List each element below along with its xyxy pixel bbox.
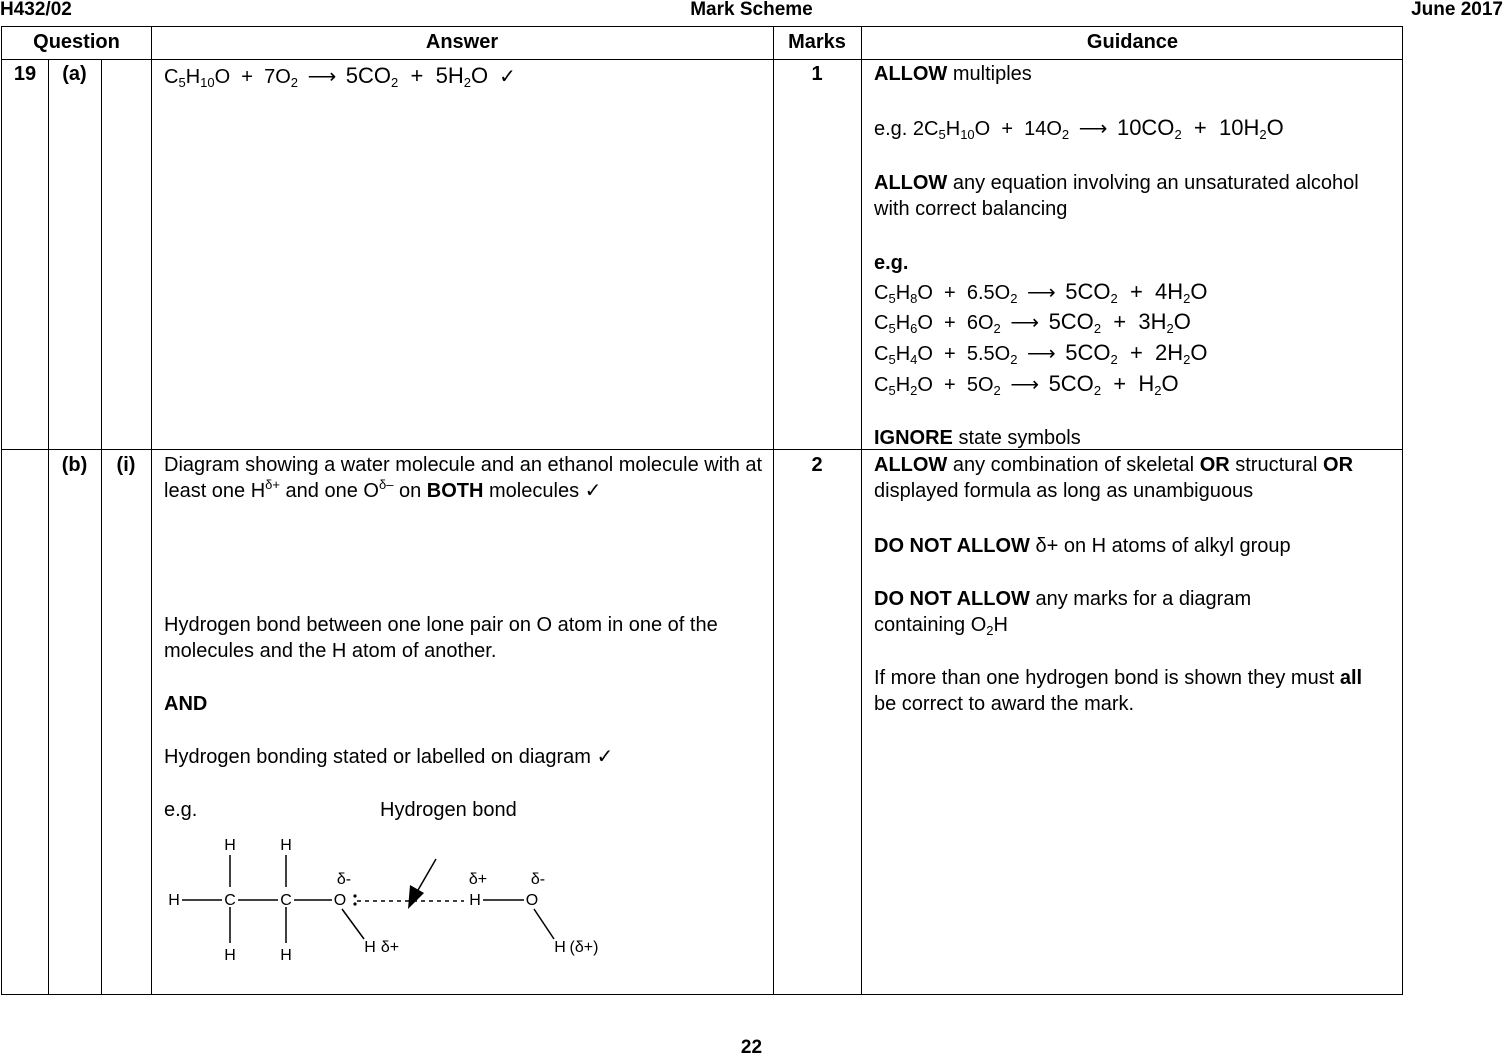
divider xyxy=(773,27,774,994)
hydrogen-bond-diagram xyxy=(152,827,652,987)
svg-text:H: H xyxy=(554,939,566,956)
guidance-allow-unsaturated: ALLOW any equation involving an unsaturated alcohol with correct balancing xyxy=(874,172,1359,220)
svg-text:O: O xyxy=(525,892,539,909)
divider xyxy=(2,59,1402,60)
question-part: (a) xyxy=(62,63,87,85)
answer-equation: $C_5H_{10}O + 7O_2$ ⟶ $5CO_2 + 5H_2O$ ✓ xyxy=(164,63,516,90)
col-marks: Marks xyxy=(788,31,846,53)
guidance-eg-label: e.g. xyxy=(874,252,909,274)
question-part: (b) xyxy=(61,454,88,476)
col-guidance: Guidance xyxy=(1086,31,1179,53)
answer-eg: e.g. xyxy=(164,799,198,821)
divider xyxy=(101,59,102,994)
answer-labelled: Hydrogen bonding stated or labelled on diagram ✓ xyxy=(164,746,614,768)
svg-text:H: H xyxy=(224,837,236,854)
svg-text:C: C xyxy=(280,892,292,909)
svg-text:δ+: δ+ xyxy=(380,939,400,956)
question-number: 19 xyxy=(13,63,37,85)
guidance-eq-2: $C_5H_6O + 6O_2$ ⟶ $5CO_2 + 3H_2O$ xyxy=(874,309,1191,336)
answer-hydrogen-bond: Hydrogen bond between one lone pair on O atom in one of the molecules and the H atom of another. xyxy=(164,614,718,662)
svg-text:δ+: δ+ xyxy=(468,871,488,888)
guidance-eq-1: $C_5H_8O + 6.5O_2$ ⟶ $5CO_2 + 4H_2O$ xyxy=(874,279,1208,306)
svg-text:δ-: δ- xyxy=(336,871,352,888)
svg-text:H: H xyxy=(168,892,180,909)
answer-and: AND xyxy=(164,693,208,715)
svg-text:H: H xyxy=(224,947,236,964)
col-answer: Answer xyxy=(425,31,499,53)
divider xyxy=(861,27,862,994)
svg-text:C: C xyxy=(224,892,236,909)
svg-text:δ-: δ- xyxy=(530,871,546,888)
guidance-example-equation: e.g. $2C_5H_{10}O + 14O_2$ ⟶ $10CO_2 + 10H_2O$ xyxy=(874,115,1284,142)
question-subpart: (i) xyxy=(116,454,136,476)
marks-b: 2 xyxy=(811,454,823,476)
header-date: June 2017 xyxy=(1411,0,1503,20)
header-title: Mark Scheme xyxy=(690,0,813,20)
guidance-allow-formula: ALLOW any combination of skeletal OR structural OR displayed formula as long as unambiguous xyxy=(874,454,1354,502)
page-number: 22 xyxy=(740,1037,763,1057)
svg-text:O: O xyxy=(333,892,347,909)
mark-scheme-table xyxy=(1,26,1403,995)
col-question: Question xyxy=(33,31,120,53)
guidance-allow-multiples: ALLOW multiples xyxy=(874,63,1032,85)
guidance-eq-3: $C_5H_4O + 5.5O_2$ ⟶ $5CO_2 + 2H_2O$ xyxy=(874,340,1208,367)
divider xyxy=(2,449,1402,450)
divider xyxy=(48,59,49,994)
guidance-do-not-allow-o2h: DO NOT ALLOW any marks for a diagram containing $O_2H$ xyxy=(874,588,1252,638)
marks-a: 1 xyxy=(811,63,823,85)
svg-text:H: H xyxy=(280,837,292,854)
header-code: H432/02 xyxy=(0,0,72,20)
svg-text:H: H xyxy=(364,939,376,956)
guidance-more-than-one: If more than one hydrogen bond is shown they must all be correct to award the mark. xyxy=(874,667,1363,715)
diagram-hydrogen-bond-label: Hydrogen bond xyxy=(380,799,517,821)
answer-diagram-criteria: Diagram showing a water molecule and an ethanol molecule with at least one $H^{\delta+}$ and one $O^{\delta-}$ on BOTH molecules ✓ xyxy=(164,454,763,502)
guidance-do-not-allow-alkyl: DO NOT ALLOW δ+ on H atoms of alkyl group xyxy=(874,535,1291,557)
svg-text:(δ+): (δ+) xyxy=(569,939,599,956)
guidance-ignore: IGNORE state symbols xyxy=(874,427,1081,449)
svg-text:H: H xyxy=(280,947,292,964)
svg-text:H: H xyxy=(469,892,481,909)
guidance-eq-4: $C_5H_2O + 5O_2$ ⟶ $5CO_2 + H_2O$ xyxy=(874,371,1179,398)
